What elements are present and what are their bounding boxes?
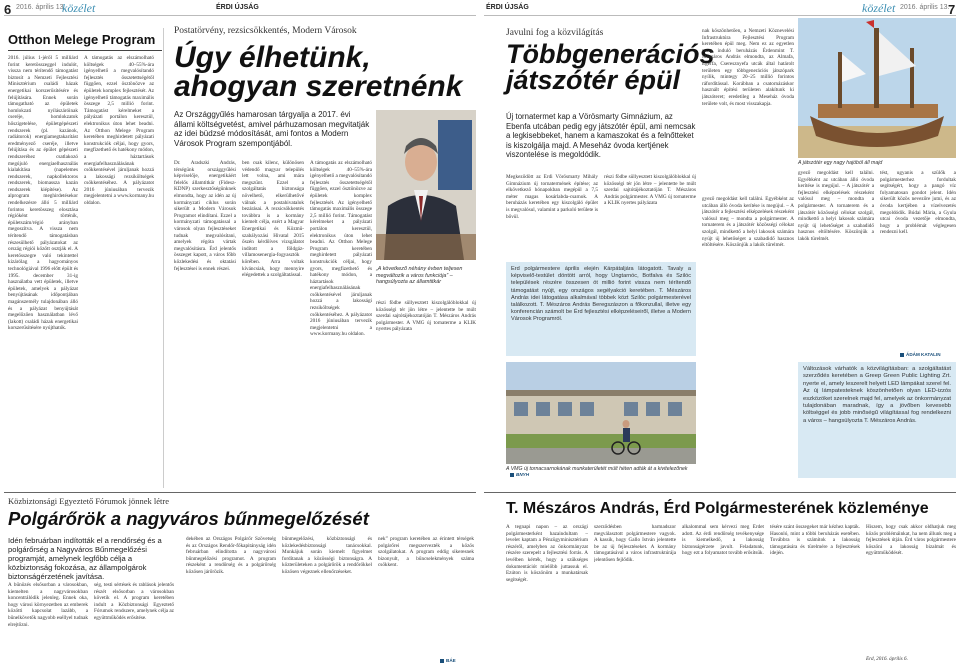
cikk3-rule — [4, 492, 476, 493]
cikk4-col-1: A tegnapi napon – az országi polgármesterként hazaindultam – levelet kaptam a Pénzügyminisztérium részéről, amelyben az önkormányzat részére szerepelt a fejlesztési forrás. A levélben kérték, hogy a szükséges dokumentációt mielőbb juttassuk el. Ezúton is köszönöm a munkatársak segítségét. — [506, 524, 588, 583]
otthon-title: Otthon Melege Program — [8, 32, 156, 47]
page-date: 2016. április 13. — [16, 4, 66, 11]
page-number: 7 — [948, 2, 956, 17]
vmg-illustration — [506, 362, 696, 464]
vmg-photo-caption — [506, 466, 696, 479]
page-number: 6 — [4, 2, 12, 17]
cikk2-col-4: gyező megoldást kell találni. Egyébként az utcában álló óvoda kerítése is megújul. – A játszótér a fejlesztési elképzelések részeként valósul meg – mondta a polgármester. A tornaterem és a játszótér közösségi célokat szolgál, mindkettő a helyi lakosok számára nyújt új lehetőséget a szabadidő hasznos eltöltésére. Köszönjük a lakók türelmét. — [702, 196, 794, 249]
vmg-credit-text: BNYH — [516, 472, 530, 478]
otthon-rule — [8, 50, 162, 51]
section-label: közélet — [862, 1, 896, 15]
page-date: 2016. április 13. — [900, 4, 950, 11]
cikk3-credit-text: BÁE — [446, 658, 456, 663]
cikk1-col-3: A támogatás az elszámolható költségek 40–55%-ára igényelhető a megvalósítandó fejlesztés összetettségétől függően, ezzel ösztönözve az épületek komplex fejlesztését. Az igényelhető támogatás maximális összege 2,5 millió forint. Támogatást kérelmeket a pályázati portálon keresztül, elektronikus úton lehet beadni. Az Otthon Melege Program keretében meghirdetett pályázati konstrukciók céljai, hogy gyors, megfizethető és hatékony módon, a háztartások energiafelhasználásának csökkentésével járuljanak hozzá a lakossági rezsiköltségek csökkentéséhez. A pályázatot 2016 júniusában tervezik megjelentetni a www.kormany.hu oldalon. — [310, 160, 372, 338]
right-page — [480, 0, 960, 670]
karpatalja-box — [506, 262, 696, 356]
cikk1-headline: Úgy élhetünk, ahogyan szeretnénk — [174, 41, 463, 103]
kozvilagitas-box — [798, 362, 956, 478]
vmg-photo — [506, 362, 696, 464]
cikk3-col-1: A bűnözés elsősorban a városokban, kiemelten a nagyvárosokban koncentrálódik jelenleg. Ennek oka, hogy városi környezetben az emberek közötti kapcsolat lazább, a bűnelkövetők nagyobb eséllyel tudnak elrejtőzni. — [8, 582, 88, 628]
playground-caption: A játszótér egy nagy hajóból áll majd — [798, 160, 883, 166]
running-header-left — [4, 1, 476, 17]
cikk1-col-4: részi födbe süllyesztett kiszolgálóblokkal új közösségi tér jön létre – jelentette be múlt szerdai sajtótájékoztatóján T. Mészáros András polgármester. A VMG új tornaterme a KLIK nyertes pályázata — [376, 300, 476, 333]
cikk1-col-1: Dr. Aradszki András, térségünk országgyűlési képviselője, energetikáért felelős államtitkár (Fidesz-KDNP) szerkesztőségünknek elmondta, hogy az idén az új kormányzati ciklus során sikerült a Modern Városok Programot elindítani. Ezzel a kormányzati támogatással a városok olyan fejlesztéseket tudnak megvalósítani, amelyek régóta vártak megvalósításra. Érd jelentős összeget kapott, a város főbb közlekedési és oktatási fejlesztései is ennek részei. — [174, 160, 236, 272]
playground-col-1: gyező megoldást kell találni. Egyébként az utcában álló óvoda kerítése is megújul. – A játszótér a fejlesztési elképzelések részeként valósul meg – mondta a polgármester. A tornaterem és a játszótér közösségi célokat szolgál, mindkettő a helyi lakosok számára nyújt új lehetőséget a szabadidő hasznos eltöltésére. Köszönjük a lakók türelmét. — [798, 170, 874, 242]
cikk3-col-5: nek” program keretében az érintett térségek polgárőrei megszervezték a közös szolgálatokat. A program eddig sikeresnek bizonyult, a bűncselekmények száma csökkent. — [378, 536, 474, 569]
pull-quote: „A következő néhány évben teljesen megváltozik a város funkciója” – hangsúlyozta az államtitkár — [376, 266, 463, 286]
cikk4-headline: T. Mészáros András, Érd Polgármesterének közleménye — [506, 500, 929, 517]
cikk4-rule — [484, 492, 956, 493]
cikk2-headline: Többgenerációs játszótér épül — [506, 39, 715, 95]
cikk2-col-3: nak köszönhetően, a Nemzeti Köznevelési Infrastruktúra Fejlesztési Program keretében épül meg. Nem ez az egyetlen most induló beruházás Érdenmint T. Mészáros András elmondta, az Almafa, Égerfa, Cseresznyefa utcák által határolt területen egy többgenerációs játszópark nyílik, mintegy 20–25 millió forintos ráfordítással. Korábban a csatornázáskor használt építési területen alakítunk ki játszóteret; eredetileg a Meseház óvoda területe volt, és most visszakapja. — [702, 28, 794, 107]
cikk4-col-3: alkalommal sem kérvezi meg Érdet adott. Az érdi rendőrség tevékenysége is kiemelkedő, a lakosság biztonságérzete javult. Feladatunk, hogy ezt a folyamatot tovább erősítsük. — [682, 524, 764, 557]
cikk4-col-2: szerződésben harmadszor megválasztott polgármestere vagyok. A kassik, hogy Gallo István jelentette be az új fejlesztéseket. A kormány támogatásával a város infrastruktúrája jelentősen fejlődik. — [594, 524, 676, 563]
vmg-photo-credit — [510, 472, 529, 477]
cikk4-signature: Érd, 2016. április 6. — [866, 656, 908, 662]
column-divider — [163, 28, 164, 488]
playground-col-2: tést, ugyanis a szülők a polgármesterhez fordultak segítségért, hogy a pangó víz folyamatosan gondot jelent. Idén sikerült közös nevezőre jutni, és az óvoda kertjében a vízelvezetés megoldódik. Búdai Mária, a Gyula utcai óvoda vezetője elmondta, hogy a problémát véglegesen rendezni kell. — [880, 170, 956, 236]
cikk3-col-4: bűnmegelőzési, közbiztonsági és közlekedésbiztonsági tanácsokkal. Munkájuk során kiemelt figyelmet fordítanak a közösségi biztonságra. A közterületeken a polgárőrök a rendőrökkel közösen végeznek ellenőrzéseket. — [282, 536, 372, 575]
portrait-illustration — [376, 110, 476, 260]
cikk3-headline: Polgárőrök a nagyváros bűnmegelőzését — [8, 508, 369, 529]
cikk1-lead: Az Országgyűlés hamarosan tárgyalja a 2017. évi állami költségvetést, amivel párhuzamosan megvitatják az idei büdzsé módosítását, ami fontos a Modern Városok Program szempontjából. — [174, 110, 370, 148]
cikk3-lead: Idén februárban indították el a rendőrség és a polgárőrség a Nagyváros Bűnmegelőzési programját, amelynek legfőbb célja a közbiztonság fokozása, az állampolgárok biztonságérzetének javítása. — [8, 536, 162, 581]
cikk2-col-1: Megkeződött az Érdi Vörösmarty Mihály Gimnázium új tornatermének építése; az elkövetkező hónapokban megépül a 7,5 méter magas kosárlabda-csarnok. A beruházás keretében egy kiszolgáló épület is megvalósul, valamint a parkoló területe is bővül. — [506, 174, 598, 220]
kozvilagitas-text: Változások várhatók a közvilágításban: a szolgáltatást szerződés keretében a Greep Green Public Lighting Zrt. nyerte el, amely leszerelt helyett LED lámpákat szerel fel. Az új lámpatesteknek köszönhetően olyan LED-izzós eszközöket szerelnek majd fel, amelyek az önkormányzat tulajdonában maradnak, így a jövőben kevesebb költséggel és jobb minőségű világítással fog rendelkezni a város – hangsúlyozta T. Mészáros András. — [803, 366, 951, 424]
cikk1-col-2: ben csak kilenc, különösen védendő magyar település lett volna, ami mára megszűnt. Ezzel a szolgáltatás biztonsága növelhető, elkerülhetővé válnak a postahivatalok bezárásai. A rezsicsökkentés továbbra is a kormány kiemelt célja, ezért a Magyar Energetikai és Közmű-szabályozási Hivatal 2015 őszén kérdőíves vizsgálatot indított a földgáz-villamosenergia-fogyasztók körében. Arra voltak kíváncsiak, hogy mennyire elégedettek a szolgáltatással. — [242, 160, 304, 279]
cikk4-col-4: tésére szánt összegeket már kézhez kapták. Hasonló, mint a többi beruházás esetében. Továbbra is számítok a lakosság támogatására és türelmére a fejlesztések idején. — [770, 524, 860, 557]
karpatalja-text: Érd polgármestere április elején Kárpátaljára látogatott. Tavaly a képviselő-testület döntött arról, hogy Ungtarnóc, Botfalva és Szilóc települések részére összesen öt millió forint vissza nem térítendő támogatást nyújt, egy országos segélyakció keretében. T. Mészáros András idei látogatása alkalmával többek közt Szilóc polgármesterével találkozott. T. Mészáros András Beregszászon a főkonzullal, illetve egy konferencián számolt be Érd fejlesztési elképzeléseiről, illetve a Modern Városok Programról. — [511, 266, 691, 323]
cikk3-col-2: ség, testi sértések és rablások jelentős részét elsősorban a városokban követik el. A program keretében indult a Közbiztonsági Egyeztető Fórumok rendszere, amelynek célja az együttműködés erősítése. — [94, 582, 174, 621]
otthon-col-2: A támogatás az elszámolható költségek 40–55%-ára igényelhető a megvalósítandó fejlesztés összetettségétől függően, ezzel ösztönözve az épületek komplex fejlesztését. Az igényelhető támogatás maximális összege 2,5 millió forint. Támogatást kérelmeket a pályázati portálon keresztül, elektronikus úton lehet beadni. Az Otthon Melege Program keretében meghirdetett pályázati konstrukciók céljai, hogy gyors, megfizethető és hatékony módon, a háztartások energiafelhasználásának csökkentésével járuljanak hozzá a lakossági rezsiköltségek csökkentéséhez. A pályázatot 2016 júniusában tervezik megjelentetni a www.kormany.hu oldalon. — [84, 55, 154, 207]
vmg-caption-text: A VMG új tornacsarnokának munkaterületét múlt héten adták át a kivitelezőnek — [506, 466, 688, 472]
cikk2-kicker: Javulni fog a közvilágítás — [506, 28, 604, 38]
cikk3-kicker: Közbiztonsági Egyeztető Fórumok jönnek létre — [8, 496, 169, 506]
cikk2-lead: Új tornatermet kap a Vörösmarty Gimnázium, az Ebenfa utcában pedig egy játszótér épül, ami nemcsak a legkisebbeket, hanem a kamaszokat és a felnőtteket is kiszolgálja majd. A Meseház óvoda kertjének viszontelése is megoldódik. — [506, 112, 696, 160]
cikk2-col-2: részi födbe süllyesztett kiszolgálóblokkal új közösségi tér jön létre – jelentette be múlt szerdai sajtótájékoztatóján T. Mészáros András polgármester. A VMG új tornaterme a KLIK nyertes pályázata — [604, 174, 696, 207]
section-label: közélet — [62, 1, 96, 15]
playground-photo — [798, 18, 956, 158]
paper-name: ÉRDI ÚJSÁG — [486, 4, 529, 11]
otthon-col-1: 2016. július 1-jéről 5 milliárd forint keretösszeggel indulót, vissza nem térítendő támogatást biztosít a Nemzeti Fejlesztési Minisztérium családi házak energetikai korszerűsítésére és felújítására. Ennek során támogatható az épületek homlokzati nyílászáróinak cseréje, homlokzatok hőszigetelése, épületgépészeti rendszerek (pl. kazánok, radiátorok) energiamegtakarítást eredményező cseréje, illetve felújítása és az épület gépészeti rendszeréhez csatlakozó megújuló energiaelhasználás kialakítása (napelemes rendszerek, napkollektoros rendszerek, biomassza kazán rendszerek kiépítése). Az alprogram meghirdetésekor rendelkezésre álló 5 milliárd forintos keretösszeg elosztása régióként történik, épületszám/régió arányban megoszítva. A vissza nem térítendő támogatásban részesülhető pályázatokat az ország régiói között osztják el. A keretösszegre való tekintettel kizárólag a hagyományos technológiával 1996 előtt épült és 1995. december 31-ig használatba vett épületek, illetve épületek, amelyek a pályázat benyújtásának időpontjában magánszemély tulajdonában álló és a pályázat benyújtását megelőzően használatban lévő (lakott) családi házak energetikai korszerűsítésére nyújthatók. — [8, 55, 78, 332]
playground-credit — [900, 352, 941, 357]
cikk3-col-3: dekében az Országos Polgárőr Szövetség és az Országos Rendőr-főkapitányság idén februárban elindította a nagyvárosi bűnmegelőzési programot. A program részeként a rendőrség és a polgárőrség közösen járőrözik. — [186, 536, 276, 575]
running-header-right — [484, 1, 956, 17]
portrait-photo — [376, 110, 476, 260]
paper-name: ÉRDI ÚJSÁG — [216, 4, 259, 11]
cikk3-credit — [440, 658, 456, 663]
playground-credit-text: ÁDÁM KATALIN — [906, 352, 941, 357]
cikk1-kicker: Postatörvény, rezsicsökkentés, Modern Városok — [174, 26, 357, 36]
cikk4-col-5: Hiszem, hogy csak akkor oldhatjuk meg közös problémáinkat, ha nem állunk meg a fejlesztések útján. Érd város polgármestere köszöni a lakosság bizalmát és együttműködését. — [866, 524, 956, 557]
playground-illustration — [798, 18, 956, 158]
